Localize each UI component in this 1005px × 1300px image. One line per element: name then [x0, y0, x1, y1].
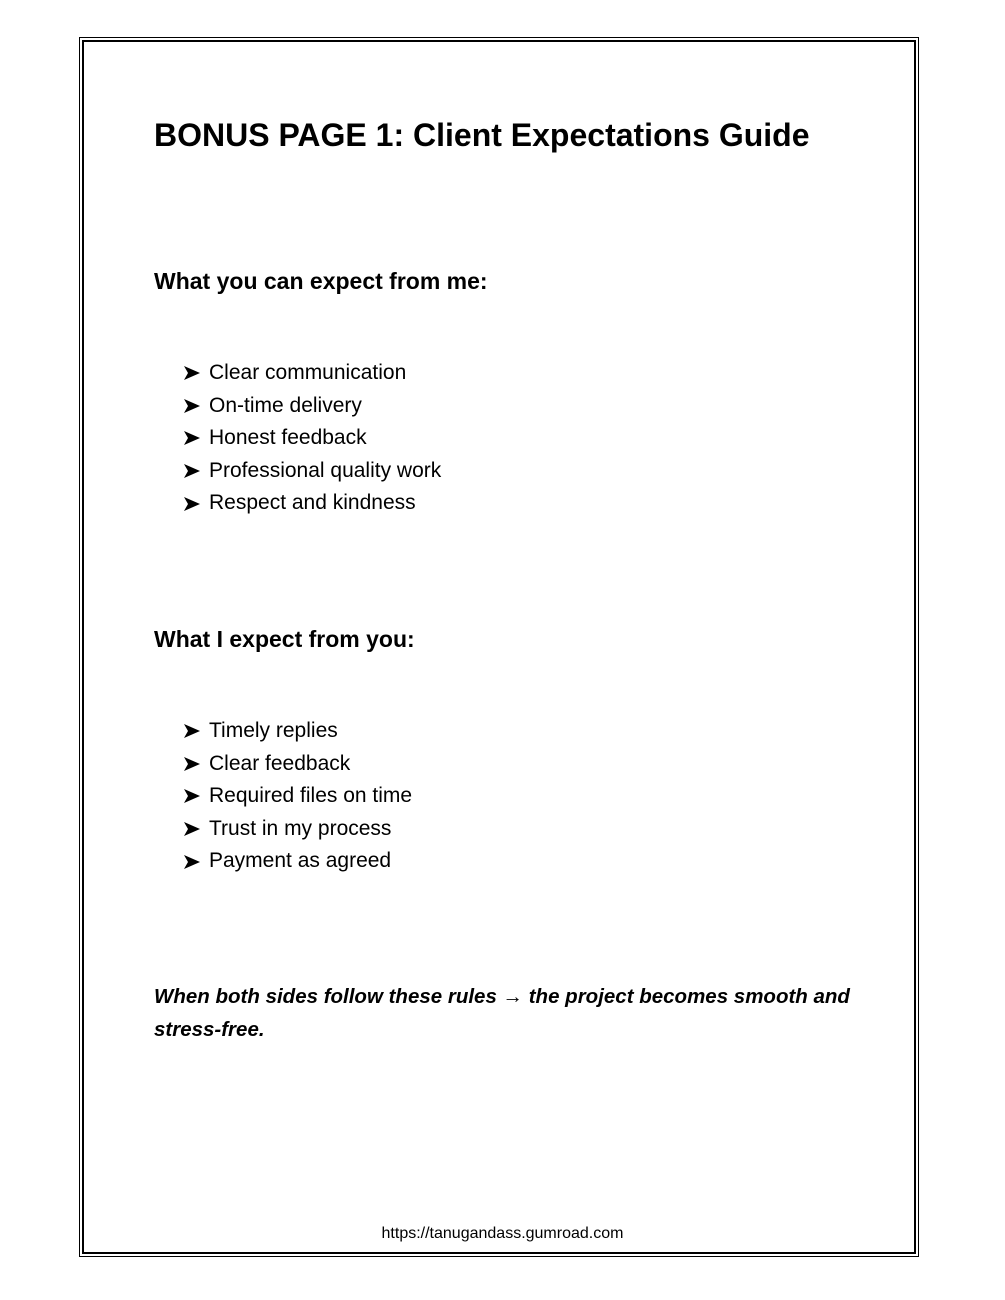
list-item-text: Trust in my process: [209, 816, 392, 840]
list-item: [181, 487, 441, 520]
list-item: [181, 422, 441, 455]
list-item: [181, 715, 412, 748]
section-heading-expect-from-me: What you can expect from me:: [154, 268, 488, 294]
list-item-text: Clear communication: [209, 361, 407, 384]
arrow-bullet-icon: [181, 357, 209, 389]
section-heading-expect-from-you: What I expect from you:: [154, 626, 415, 652]
list-item-text: Timely replies: [209, 719, 338, 742]
arrow-bullet-icon: [181, 715, 209, 747]
list-item: [181, 455, 441, 488]
list-item: [181, 813, 412, 846]
list-item: [181, 845, 412, 878]
expect-from-me-list: [181, 357, 441, 520]
arrow-bullet-icon: [181, 748, 209, 780]
arrow-bullet-icon: [181, 455, 209, 487]
footer-url-link[interactable]: https://tanugandass.gumroad.com: [381, 1225, 624, 1242]
list-item: [181, 748, 412, 781]
arrow-bullet-icon: [181, 813, 209, 845]
list-item-text: Clear feedback: [209, 751, 351, 775]
list-item-text: Respect and kindness: [209, 491, 416, 515]
list-item-text: On-time delivery: [209, 393, 362, 417]
expect-from-you-list: [181, 715, 412, 878]
arrow-bullet-icon: [181, 846, 209, 878]
arrow-bullet-icon: [181, 488, 209, 520]
closing-statement: When both sides follow these rules → the project becomes smooth and stress-free.: [154, 985, 850, 1041]
list-item: [181, 390, 441, 423]
list-item-text: Required files on time: [209, 784, 413, 808]
page-title: BONUS PAGE 1: Client Expectations Guide: [154, 117, 810, 153]
arrow-bullet-icon: [181, 780, 209, 812]
list-item: [181, 780, 412, 813]
list-item-text: Payment as agreed: [209, 849, 392, 873]
list-item-text: Professional quality work: [209, 458, 442, 482]
arrow-bullet-icon: [181, 422, 209, 454]
list-item: [181, 357, 441, 390]
arrow-bullet-icon: [181, 390, 209, 422]
list-item-text: Honest feedback: [209, 426, 367, 450]
